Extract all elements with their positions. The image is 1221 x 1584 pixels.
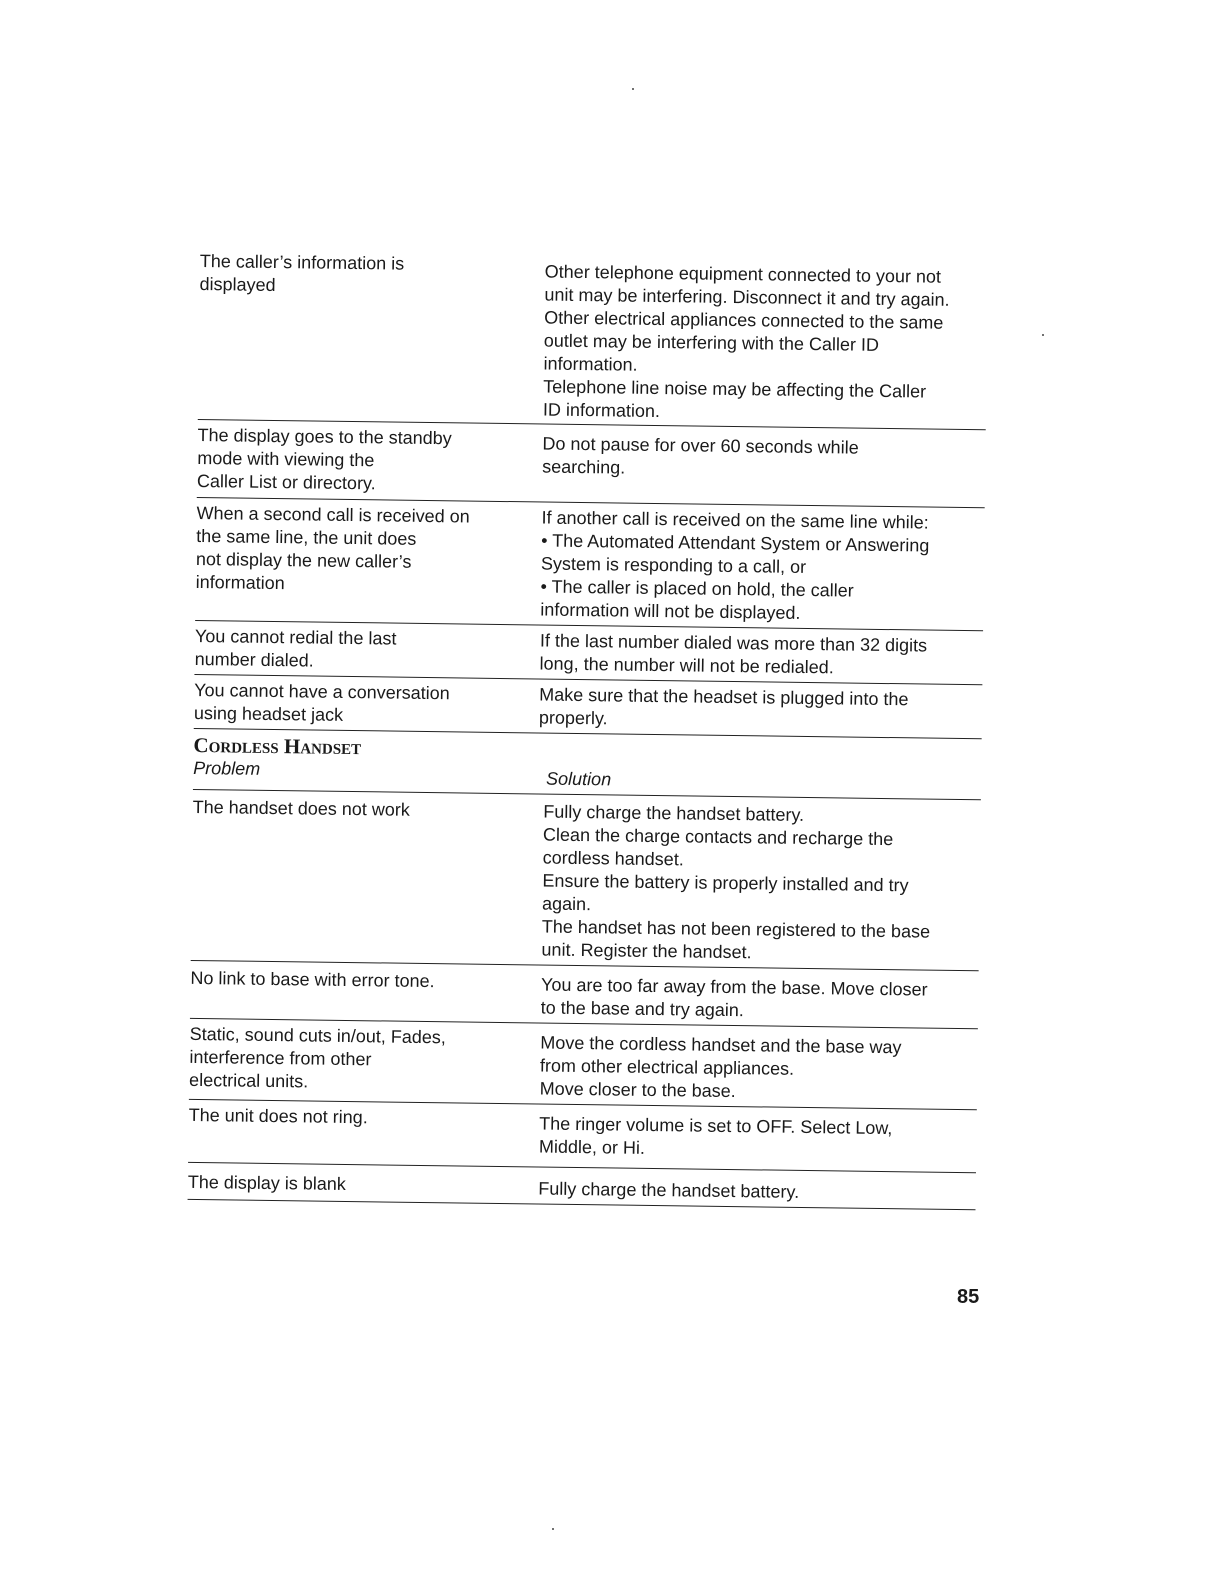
column-header-problem: Problem: [193, 757, 261, 779]
solution-cell: Fully charge the handset battery.: [538, 1178, 800, 1202]
table-row: [188, 1167, 976, 1210]
table-row: [188, 1104, 977, 1173]
solution-cell: The ringer volume is set to OFF. Select Low, Middle, or Hi.: [538, 1113, 893, 1158]
solution-cell: Fully charge the handset battery. Clean the charge contacts and recharge the cordless handset. Ensure the battery is properly installed and try again. The handset has not been registered to the base unit. Register the handset.: [541, 801, 931, 963]
problem-cell: Static, sound cuts in/out, Fades, interference from other electrical units.: [189, 1023, 446, 1092]
scan-speck: [632, 88, 634, 90]
section-heading: Cordless Handset: [193, 732, 362, 760]
solution-cell: If another call is received on the same line while: • The Automated Attendant System or Answering System is responding to a call, or • The caller is placed on hold, the caller information will not be displayed.: [540, 507, 930, 623]
problem-cell: The handset does not work: [192, 796, 410, 820]
table-row: [198, 250, 988, 430]
solution-cell: You are too far away from the base. Move closer to the base and try again.: [540, 974, 928, 1021]
scan-speck: [1042, 334, 1044, 336]
table-row: [194, 625, 983, 685]
table-row: [195, 502, 984, 631]
solution-cell: If the last number dialed was more than 32 digits long, the number will not be redialed.: [539, 630, 928, 678]
table-row: [194, 679, 983, 739]
troubleshooting-table: [188, 250, 988, 1214]
problem-cell: The unit does not ring.: [188, 1104, 368, 1128]
problem-cell: The display is blank: [187, 1171, 347, 1194]
problem-cell: The caller’s information is displayed: [199, 250, 405, 295]
table-row: [189, 1023, 978, 1110]
solution-cell: Other telephone equipment connected to your not unit may be interfering. Disconnect it and try again. Other electrical appliances connected to the same outlet may be interfering with the Caller ID information. Telephone line noise may be affecting the Caller ID information.: [542, 261, 950, 422]
scan-speck: [552, 1528, 554, 1530]
table-row: [191, 796, 981, 971]
table-row: [190, 965, 979, 1029]
page-number: 85: [957, 1286, 980, 1308]
solution-cell: Make sure that the headset is plugged into the properly.: [538, 684, 909, 729]
column-header-solution: Solution: [545, 768, 612, 790]
solution-cell: Do not pause for over 60 seconds while searching.: [542, 433, 859, 478]
solution-cell: Move the cordless handset and the base way from other electrical appliances. Move closer to the base.: [539, 1032, 902, 1102]
problem-cell: You cannot have a conversation using headset jack: [193, 679, 450, 725]
problem-cell: No link to base with error tone.: [190, 967, 435, 992]
table-row: [197, 424, 986, 508]
problem-cell: When a second call is received on the same line, the unit does not display the new caller’s information: [195, 502, 470, 594]
problem-cell: The display goes to the standby mode with viewing the Caller List or directory.: [196, 424, 452, 494]
problem-cell: You cannot redial the last number dialed.: [194, 625, 397, 671]
